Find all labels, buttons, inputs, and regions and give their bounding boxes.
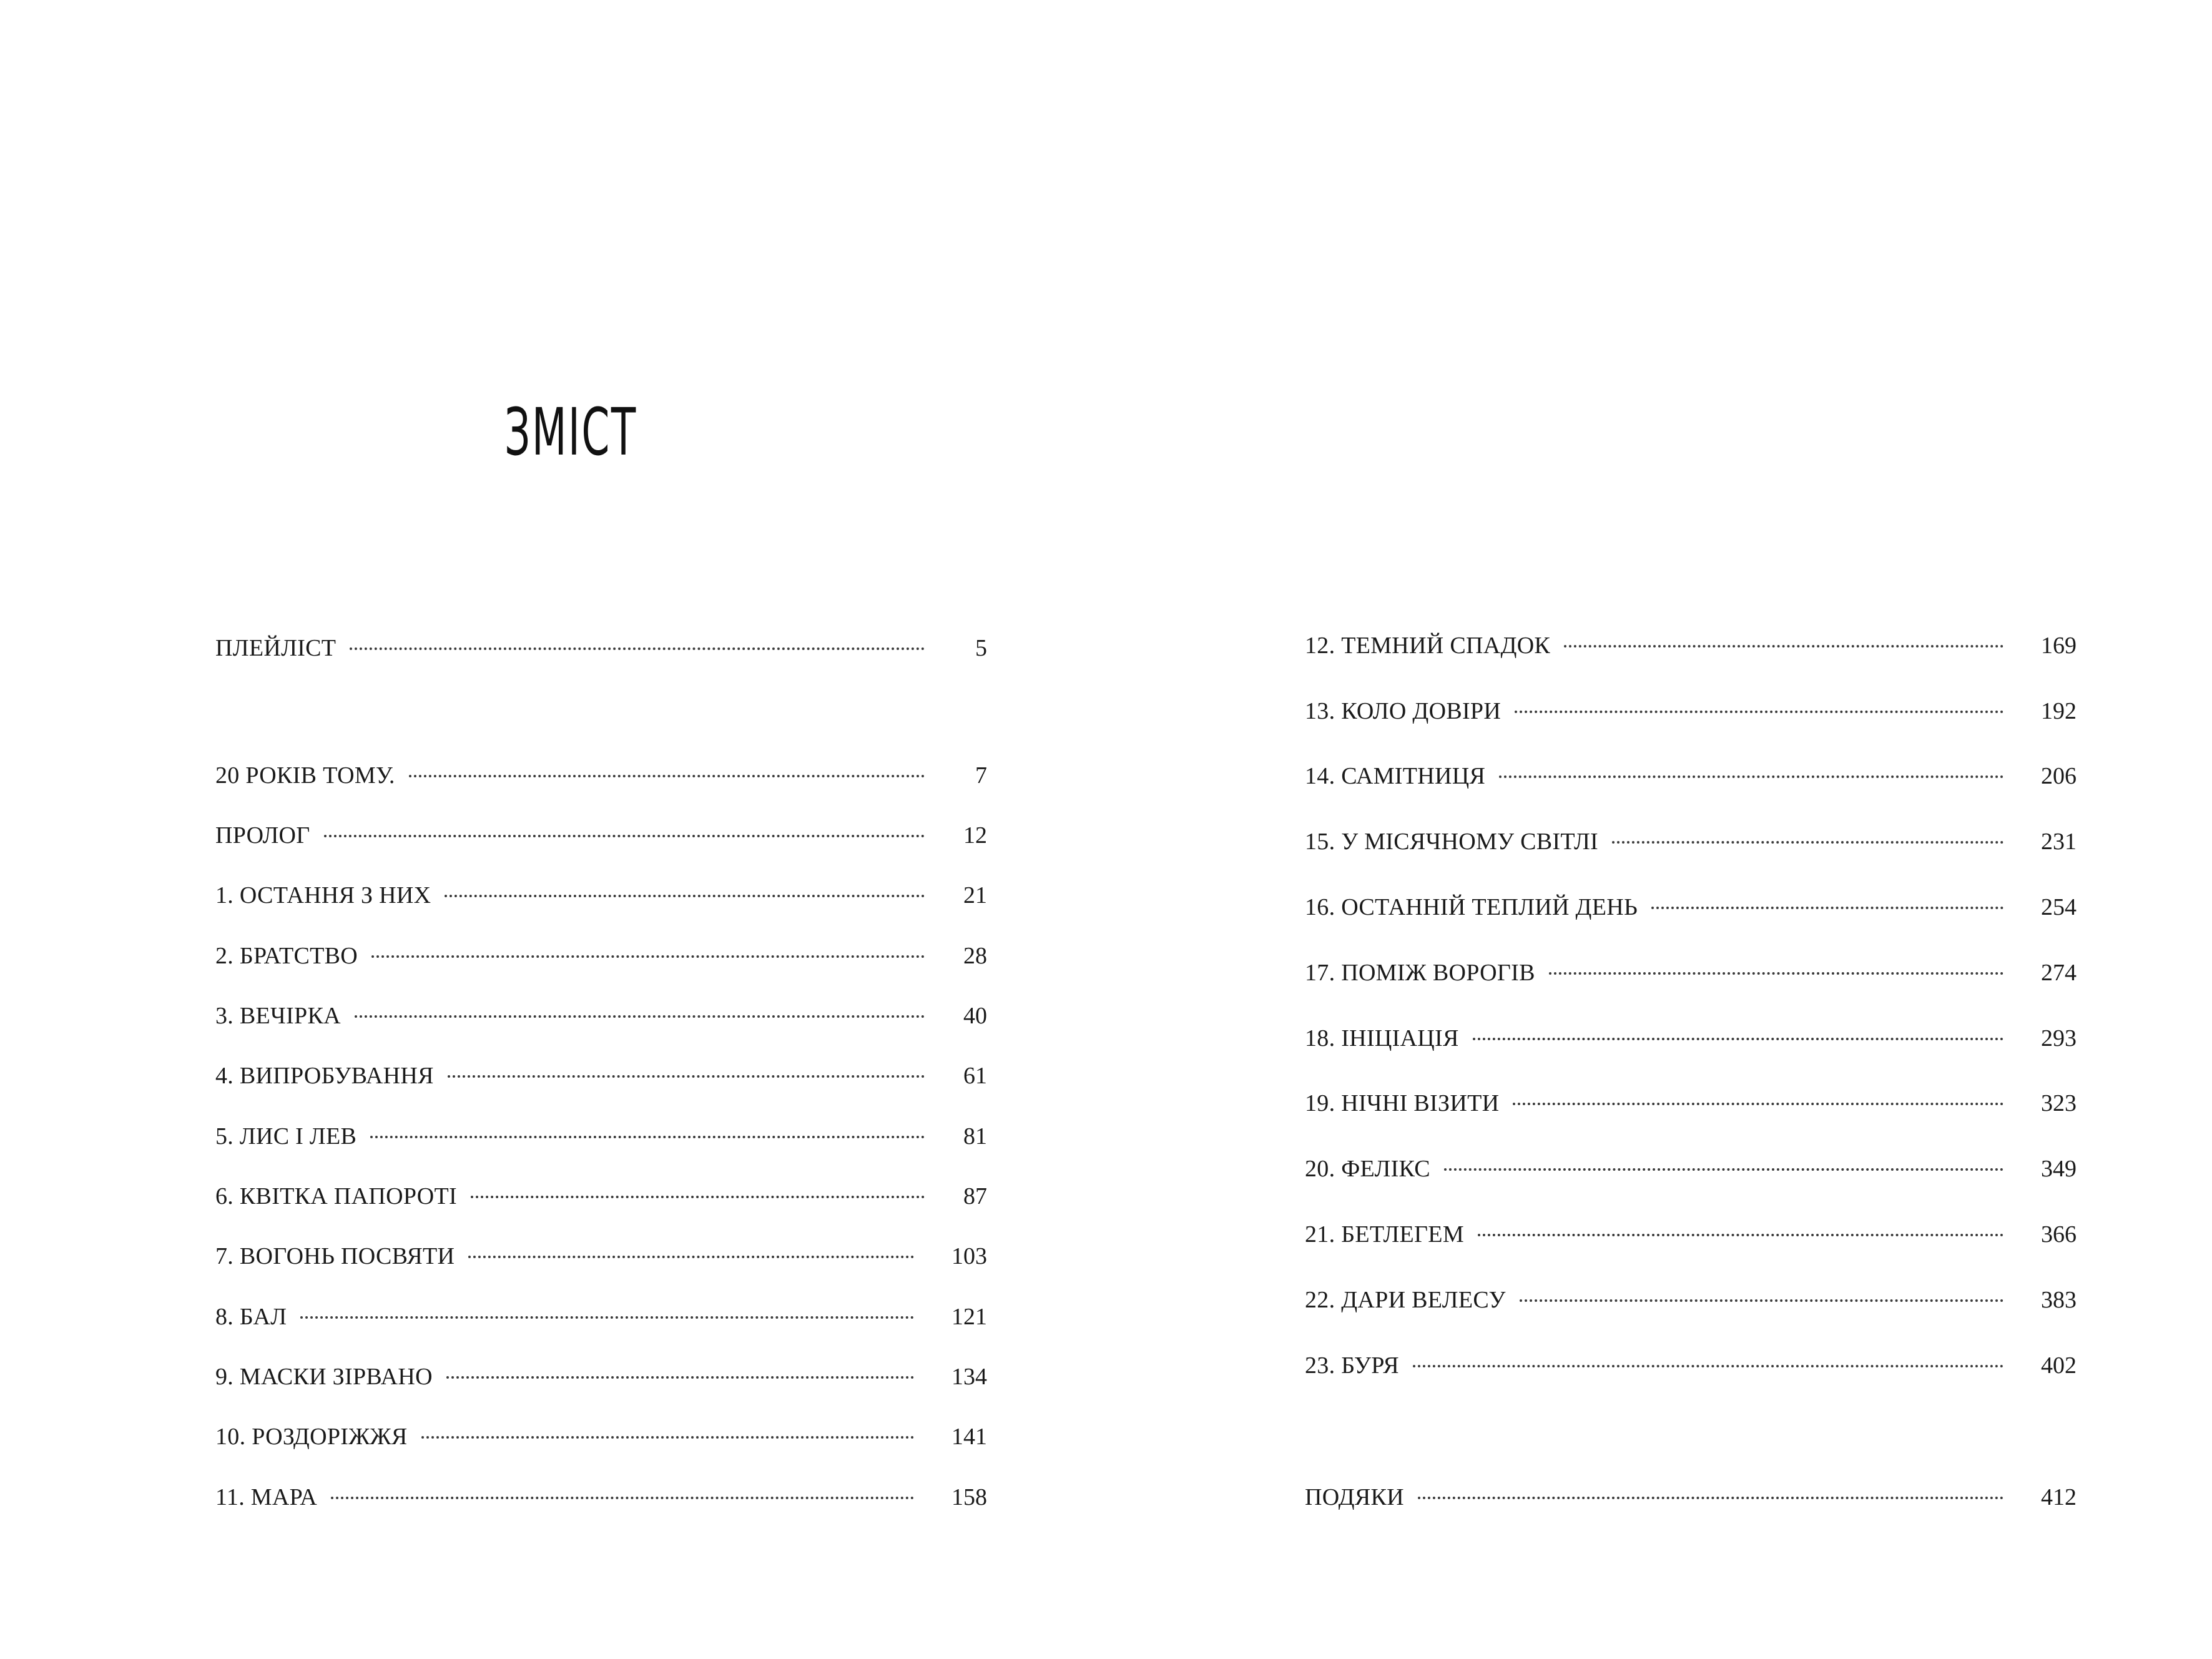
toc-entry-page: 366 — [2041, 1221, 2077, 1248]
dot-leader — [421, 1436, 914, 1439]
toc-entry-page: 61 — [963, 1063, 987, 1089]
toc-entry-title: 4. ВИПРОБУВАННЯ — [215, 1063, 434, 1089]
toc-entry[interactable] — [215, 1238, 987, 1275]
dot-leader — [331, 1497, 914, 1499]
toc-entry-title: 16. ОСТАННІЙ ТЕПЛИЙ ДЕНЬ — [1305, 894, 1638, 920]
toc-entry-page: 192 — [2041, 698, 2077, 724]
toc-entry[interactable] — [1305, 823, 2077, 860]
toc-entry[interactable] — [215, 1358, 987, 1396]
dot-leader — [1651, 907, 2003, 909]
dot-leader — [1564, 645, 2003, 647]
toc-entry-title: 20 РОКІВ ТОМУ. — [215, 762, 395, 789]
toc-entry[interactable] — [1305, 954, 2077, 992]
toc-entry[interactable] — [215, 757, 987, 794]
toc-entry-page: 293 — [2041, 1025, 2077, 1051]
dot-leader — [1413, 1365, 2003, 1367]
dot-leader — [355, 1015, 925, 1018]
dot-leader — [1612, 841, 2003, 844]
dot-leader — [446, 1376, 914, 1379]
toc-entry-page: 383 — [2041, 1287, 2077, 1313]
toc-entry-title: 11. МАРА — [215, 1484, 317, 1510]
toc-entry-title: 18. ІНІЦІАЦІЯ — [1305, 1025, 1459, 1051]
toc-entry-page: 274 — [2041, 960, 2077, 986]
dot-leader — [1499, 775, 2003, 778]
page-title: ЗМІСТ — [504, 394, 637, 470]
dot-leader — [1473, 1038, 2003, 1040]
toc-entry[interactable] — [1305, 627, 2077, 664]
toc-entry-page: 5 — [975, 635, 987, 661]
toc-entry-title: 21. БЕТЛЕГЕМ — [1305, 1221, 1464, 1248]
toc-entry-title: 12. ТЕМНИЙ СПАДОК — [1305, 633, 1551, 659]
toc-entry-page: 254 — [2041, 894, 2077, 920]
toc-entry-page: 349 — [2041, 1156, 2077, 1182]
dot-leader — [1418, 1497, 2003, 1499]
toc-entry[interactable] — [215, 629, 987, 667]
toc-entry[interactable] — [215, 937, 987, 975]
dot-leader — [1549, 972, 2003, 975]
toc-entry-page: 21 — [963, 882, 987, 908]
toc-entry[interactable] — [1305, 1479, 2077, 1516]
dot-leader — [1513, 1103, 2003, 1105]
toc-entry[interactable] — [1305, 889, 2077, 926]
toc-entry-title: 2. БРАТСТВО — [215, 943, 358, 969]
toc-entry[interactable] — [1305, 1281, 2077, 1319]
toc-entry-page: 158 — [951, 1484, 987, 1510]
toc-entry[interactable] — [1305, 1216, 2077, 1253]
toc-entry-title: 9. МАСКИ ЗІРВАНО — [215, 1364, 433, 1390]
toc-entry-page: 12 — [963, 822, 987, 849]
dot-leader — [471, 1196, 925, 1198]
toc-entry-title: ПОДЯКИ — [1305, 1484, 1404, 1510]
toc-entry-title: 13. КОЛО ДОВІРИ — [1305, 698, 1502, 724]
dot-leader — [324, 835, 925, 837]
dot-leader — [1520, 1299, 2003, 1302]
toc-entry[interactable] — [1305, 1020, 2077, 1057]
toc-entry[interactable] — [215, 1298, 987, 1336]
dot-leader — [468, 1256, 914, 1258]
toc-entry-page: 402 — [2041, 1352, 2077, 1379]
dot-leader — [350, 647, 925, 650]
toc-entry[interactable] — [215, 1479, 987, 1516]
dot-leader — [445, 895, 925, 897]
toc-entry-title: 20. ФЕЛІКС — [1305, 1156, 1430, 1182]
dot-leader — [370, 1136, 925, 1138]
toc-entry-title: 14. САМІТНИЦЯ — [1305, 763, 1486, 789]
toc-entry[interactable] — [215, 1057, 987, 1095]
toc-entry-page: 141 — [951, 1424, 987, 1450]
toc-entry-title: 5. ЛИС І ЛЕВ — [215, 1123, 357, 1149]
toc-entry-page: 81 — [963, 1123, 987, 1149]
toc-entry[interactable] — [215, 1178, 987, 1215]
toc-entry[interactable] — [215, 817, 987, 854]
toc-entry[interactable] — [215, 997, 987, 1035]
dot-leader — [409, 775, 925, 777]
dot-leader — [371, 955, 925, 958]
toc-entry-title: 8. БАЛ — [215, 1304, 287, 1330]
toc-entry-page: 103 — [951, 1243, 987, 1269]
toc-entry[interactable] — [215, 877, 987, 914]
toc-entry-title: 7. ВОГОНЬ ПОСВЯТИ — [215, 1243, 455, 1269]
toc-entry-page: 206 — [2041, 763, 2077, 789]
dot-leader — [1444, 1168, 2003, 1171]
toc-entry[interactable] — [1305, 1085, 2077, 1122]
toc-entry-page: 40 — [963, 1003, 987, 1029]
toc-entry-page: 7 — [975, 762, 987, 789]
toc-entry-title: 22. ДАРИ ВЕЛЕСУ — [1305, 1287, 1506, 1313]
toc-entry-page: 323 — [2041, 1090, 2077, 1116]
toc-entry-page: 412 — [2041, 1484, 2077, 1510]
toc-entry[interactable] — [1305, 1150, 2077, 1188]
toc-entry-title: 3. ВЕЧІРКА — [215, 1003, 341, 1029]
toc-entry-title: 6. КВІТКА ПАПОРОТІ — [215, 1183, 457, 1209]
toc-entry-page: 231 — [2041, 829, 2077, 855]
toc-entry-page: 28 — [963, 943, 987, 969]
toc-entry-page: 121 — [951, 1304, 987, 1330]
dot-leader — [448, 1075, 925, 1078]
toc-entry[interactable] — [215, 1418, 987, 1455]
toc-entry[interactable] — [215, 1118, 987, 1155]
toc-entry-title: ПРОЛОГ — [215, 822, 310, 849]
toc-entry-title: ПЛЕЙЛІСТ — [215, 635, 337, 661]
toc-entry[interactable] — [1305, 757, 2077, 795]
toc-entry-title: 23. БУРЯ — [1305, 1352, 1399, 1379]
toc-entry-page: 169 — [2041, 633, 2077, 659]
toc-entry-page: 134 — [951, 1364, 987, 1390]
toc-entry-page: 87 — [963, 1183, 987, 1209]
toc-entry-title: 17. ПОМІЖ ВОРОГІВ — [1305, 960, 1535, 986]
toc-entry[interactable] — [1305, 1347, 2077, 1384]
dot-leader — [300, 1316, 914, 1319]
toc-entry-title: 1. ОСТАННЯ З НИХ — [215, 882, 431, 908]
toc-entry-title: 15. У МІСЯЧНОМУ СВІТЛІ — [1305, 829, 1599, 855]
toc-entry-title: 10. РОЗДОРІЖЖЯ — [215, 1424, 408, 1450]
dot-leader — [1515, 711, 2003, 713]
dot-leader — [1478, 1234, 2003, 1236]
toc-entry-title: 19. НІЧНІ ВІЗИТИ — [1305, 1090, 1500, 1116]
toc-entry[interactable] — [1305, 692, 2077, 730]
